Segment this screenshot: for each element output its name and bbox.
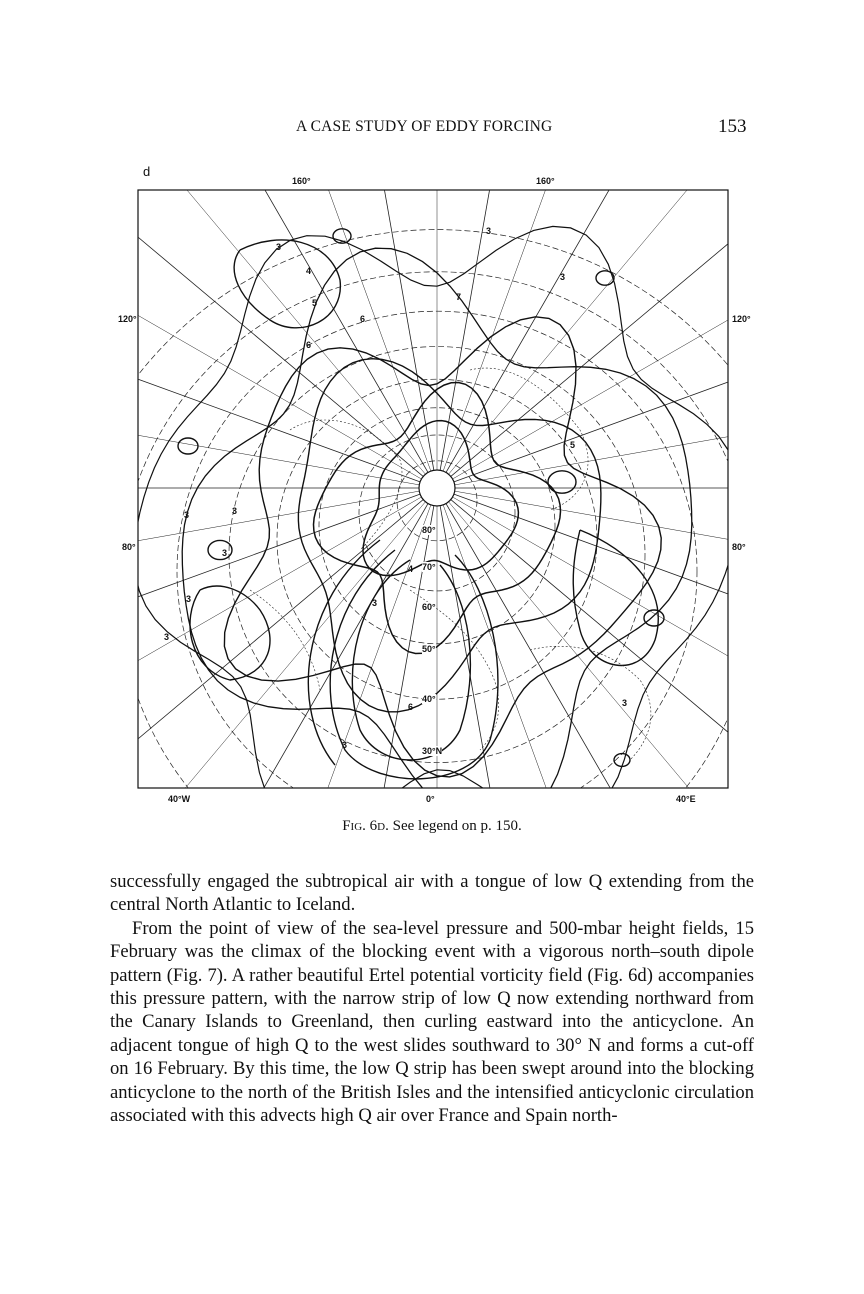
contour-label: 5 (312, 298, 318, 308)
lat-label-40: 40° (422, 694, 436, 704)
meridian-line (446, 170, 697, 472)
meridian-line (453, 228, 760, 479)
contour-label: 3 (560, 272, 566, 282)
contour-label: 3 (232, 506, 238, 516)
meridian-line (454, 310, 760, 482)
meridian-line (259, 170, 431, 471)
lat-label-70: 70° (422, 562, 436, 572)
meridian-line (455, 491, 760, 578)
meridian-line (110, 310, 420, 482)
figure-caption (0, 818, 864, 835)
meridian-line (443, 170, 615, 471)
lon-label-left-lower: 80° (122, 542, 136, 552)
meridian-line (455, 398, 760, 485)
pv-contour (234, 240, 340, 328)
cutoff-contour (178, 438, 198, 454)
contour-label: 6 (408, 702, 414, 712)
pv-contour (298, 359, 601, 712)
caption-text: See legend on p. 150. (392, 818, 522, 834)
coastline (410, 590, 499, 750)
meridian-line (449, 170, 760, 474)
lat-label-50: 50° (422, 644, 436, 654)
panel-letter: d (143, 164, 151, 179)
lon-label-top-left: 160° (292, 176, 311, 186)
running-head: A CASE STUDY OF EDDY FORCING (296, 118, 553, 135)
lon-label-right-lower: 80° (732, 542, 746, 552)
meridian-line (110, 398, 419, 485)
meridian-line (177, 504, 428, 810)
paragraph: successfully engaged the subtropical air with a tongue of low Q extending from the central North Atlantic to Iceland. (110, 871, 754, 916)
lon-label-left: 120° (118, 314, 137, 324)
contour-label: 3 (276, 242, 282, 252)
body-text (110, 870, 754, 1127)
lon-label-right: 120° (732, 314, 751, 324)
cutoff-contour (548, 471, 576, 493)
contour-label: 3 (184, 510, 190, 520)
polar-stereographic-map (110, 170, 760, 810)
cutoff-contour (596, 271, 614, 285)
meridian-line (110, 497, 421, 748)
contour-label: 3 (186, 594, 192, 604)
pole-circle (419, 470, 455, 506)
contour-label: 6 (306, 340, 312, 350)
contour-label: 3 (222, 548, 228, 558)
contour-label: 5 (570, 440, 576, 450)
contour-label: 3 (486, 226, 492, 236)
cutoff-contour (208, 540, 232, 559)
contour-label: 4 (306, 266, 312, 276)
contour-label: 3 (372, 598, 378, 608)
lon-label-bottom-left: 40°W (168, 794, 191, 804)
meridian-line (449, 502, 760, 810)
lon-label-top-right: 160° (536, 176, 555, 186)
meridian-line (177, 170, 428, 472)
meridian-line (446, 504, 697, 810)
meridian-line (110, 502, 425, 810)
pv-contour (352, 560, 470, 760)
contour-label: 3 (164, 632, 170, 642)
lat-label-30n: 30°N (422, 746, 443, 756)
lon-label-bottom-center: 0° (426, 794, 435, 804)
cutoff-contour (644, 610, 664, 626)
paragraph: From the point of view of the sea-level pressure and 500-mbar height fields, 15 February was the climax of the blocking event with a vigorous north–south dipole pattern (Fig. 7). A rather beautiful Ertel potential vorticity field (Fig. 6d) accompanies this pressure pattern, with the narrow strip of low Q now extending northward from the Canary Islands to Greenland, then curling eastward into the anticyclone. An adjacent tongue of high Q to the west slides southward to 30° N and forms a cut-off on 16 February. By this time, the low Q strip has been swept around into the blocking anticyclone to the north of the British Isles and the intensified anticyclonic circulation associated with this advects high Q air over France and Spain north- (110, 917, 754, 1127)
lat-label-60: 60° (422, 602, 436, 612)
lat-label-80: 80° (422, 525, 436, 535)
contour-label: 3 (342, 740, 348, 750)
meridian-line (440, 506, 527, 810)
contour-label: 7 (456, 292, 462, 302)
meridian-line (110, 228, 421, 479)
lon-label-bottom-right: 40°E (676, 794, 696, 804)
coastline (290, 420, 402, 550)
page-number: 153 (718, 116, 747, 137)
caption-prefix: Fig. 6d. (342, 818, 389, 834)
latitude-circle (110, 230, 760, 810)
contour-label: 6 (360, 314, 366, 324)
contour-label: 3 (622, 698, 628, 708)
meridian-line (454, 494, 760, 666)
contour-label: 4 (408, 564, 414, 574)
pv-contour (190, 586, 270, 680)
map-svg (110, 170, 760, 810)
